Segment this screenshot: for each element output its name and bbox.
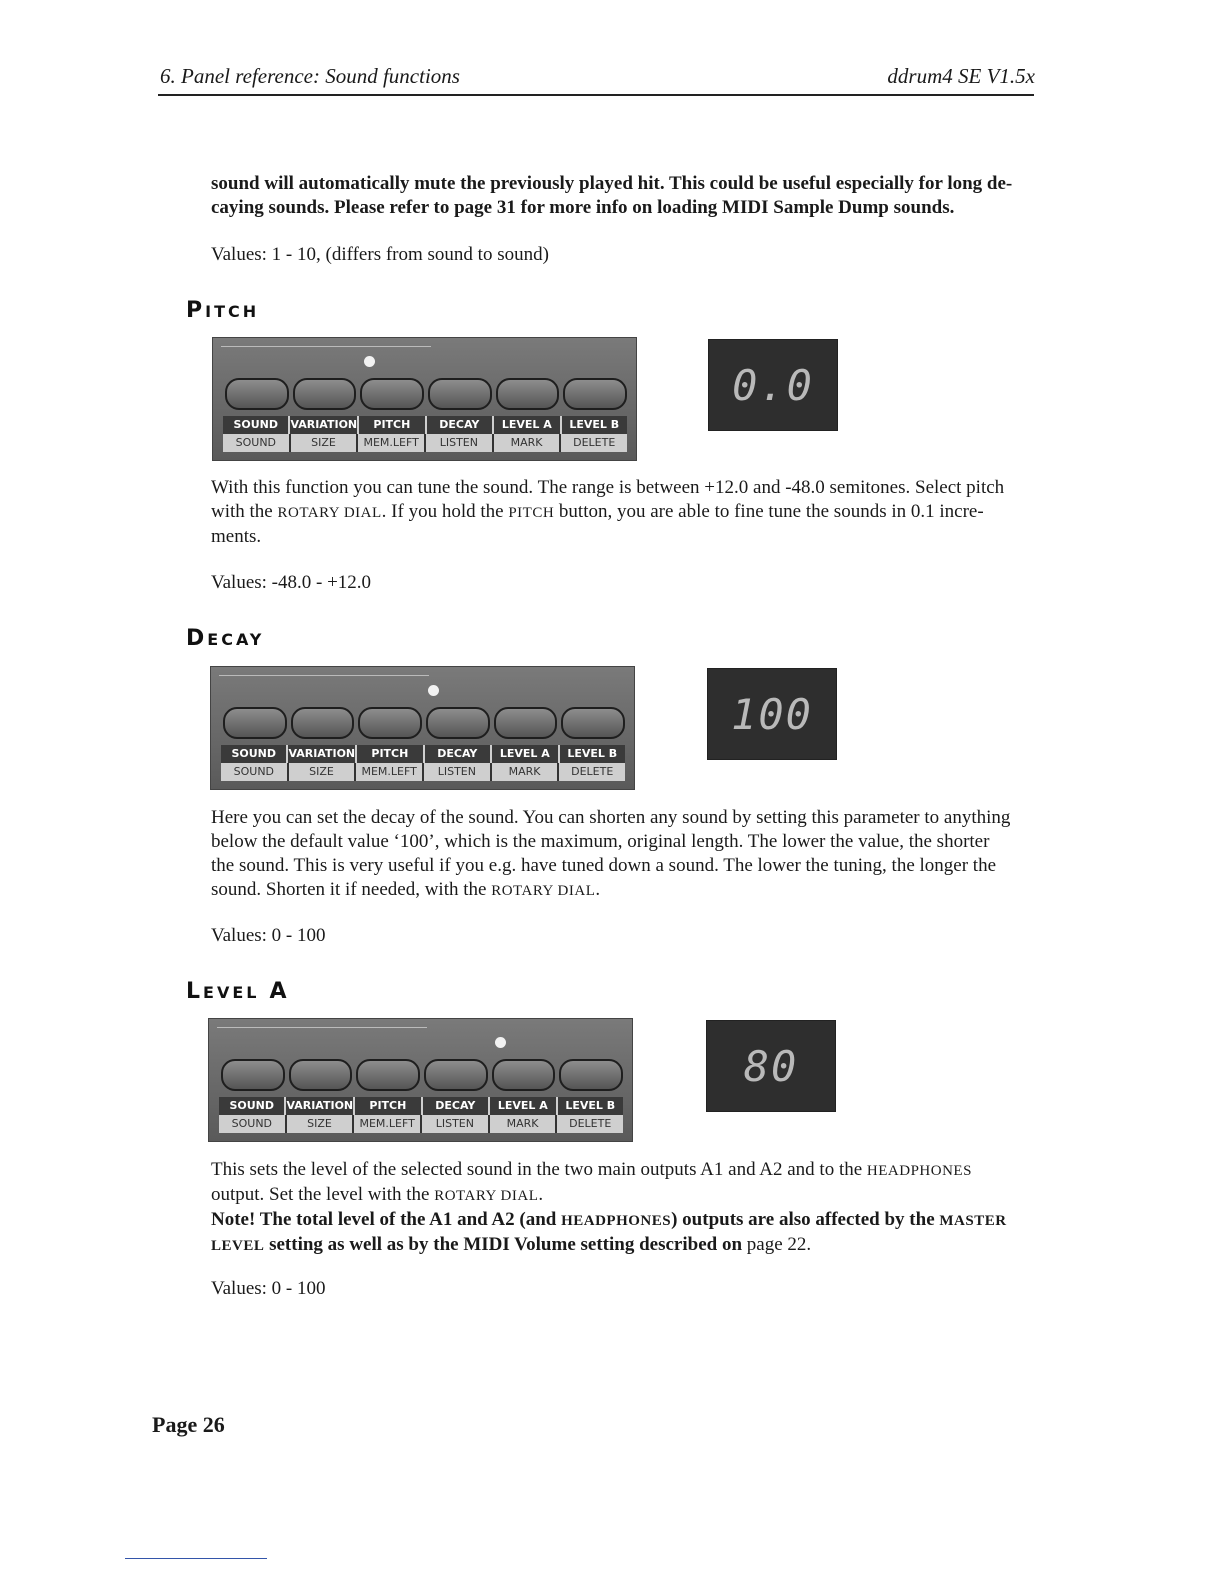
panel-sublabel: MEM.LEFT bbox=[358, 434, 426, 452]
panel-sublabel: MARK bbox=[492, 763, 560, 781]
level-a-note-line-2 bbox=[211, 1233, 1033, 1258]
pitch-panel-image bbox=[212, 337, 637, 461]
level-a-display-value: 80 bbox=[743, 1041, 799, 1091]
panel-sublabel: LISTEN bbox=[424, 763, 492, 781]
panel-button-decay bbox=[428, 378, 492, 410]
level-a-values: Values: 0 - 100 bbox=[211, 1278, 326, 1299]
panel-button-level-a bbox=[492, 1059, 556, 1091]
panel-button-pitch bbox=[356, 1059, 420, 1091]
panel-button-decay bbox=[426, 707, 490, 739]
panel-label: LEVEL B bbox=[567, 747, 618, 760]
header-section-title: 6. Panel reference: Sound functions bbox=[160, 64, 460, 88]
panel-label: LEVEL A bbox=[494, 416, 561, 434]
panel-button-level-a bbox=[494, 707, 558, 739]
level-a-line-2 bbox=[211, 1183, 1033, 1208]
panel-label: VARIATION bbox=[290, 416, 359, 434]
panel-button-row bbox=[225, 378, 627, 408]
level-a-heading-initial: L bbox=[186, 979, 204, 1004]
level-a-paragraph bbox=[211, 1158, 1033, 1258]
level-a-display bbox=[706, 1020, 836, 1112]
decay-display-value: 100 bbox=[731, 689, 813, 739]
panel-sublabel: DELETE bbox=[571, 765, 614, 778]
text-run: output. Set the level with the bbox=[211, 1184, 435, 1205]
panel-button-pitch bbox=[358, 707, 422, 739]
panel-label: VARIATION bbox=[286, 1097, 355, 1115]
panel-label-row-bottom bbox=[221, 763, 625, 781]
decay-line-3: the sound. This is very useful if you e.g. have tuned down a sound. The lower the tuning, the longer the bbox=[211, 855, 997, 876]
panel-label: LEVEL A bbox=[490, 1097, 557, 1115]
panel-button-pitch bbox=[360, 378, 424, 410]
panel-label: DECAY bbox=[425, 745, 492, 763]
panel-button-variation bbox=[291, 707, 355, 739]
text-run: This sets the level of the selected sound in the two main outputs A1 and A2 and to the bbox=[211, 1159, 867, 1180]
panel-sublabel: LISTEN bbox=[422, 1115, 490, 1133]
pitch-heading bbox=[186, 298, 259, 323]
level-a-heading-letter: A bbox=[269, 979, 290, 1004]
text-run: . bbox=[595, 879, 601, 900]
panel-sublabel: SIZE bbox=[287, 1115, 355, 1133]
pitch-paragraph bbox=[211, 476, 1033, 549]
panel-topline bbox=[221, 346, 431, 347]
decay-paragraph bbox=[211, 806, 1033, 903]
panel-sublabel: SOUND bbox=[221, 763, 289, 781]
decay-line-2: below the default value ‘100’, which is the maximum, original length. The lower the value, the shorter bbox=[211, 831, 990, 852]
decay-heading bbox=[186, 626, 264, 651]
text-run: setting as well as by the MIDI Volume setting described on bbox=[264, 1234, 747, 1255]
master-term: MASTER bbox=[939, 1213, 1007, 1229]
panel-sublabel: LISTEN bbox=[426, 434, 494, 452]
panel-label: PITCH bbox=[359, 416, 426, 434]
pitch-line-3: ments. bbox=[211, 526, 262, 547]
level-a-note-line-1 bbox=[211, 1208, 1033, 1233]
panel-label: DECAY bbox=[427, 416, 494, 434]
rotary-dial-term: ROTARY DIAL bbox=[491, 883, 596, 899]
panel-label: DECAY bbox=[423, 1097, 490, 1115]
panel-sublabel: MEM.LEFT bbox=[356, 763, 424, 781]
decay-heading-initial: D bbox=[186, 626, 208, 651]
text-run: Note! The total level of the A1 and A2 (and bbox=[211, 1209, 562, 1230]
panel-label: SOUND bbox=[221, 745, 288, 763]
header-product-title: ddrum4 SE V1.5x bbox=[887, 64, 1035, 88]
panel-sublabel: MARK bbox=[494, 434, 562, 452]
panel-label-row-bottom bbox=[223, 434, 627, 452]
decay-heading-rest: ECAY bbox=[207, 630, 265, 649]
panel-sublabel: SIZE bbox=[289, 763, 357, 781]
panel-button-level-b bbox=[563, 378, 627, 410]
decay-display bbox=[707, 668, 837, 760]
intro-line-1: sound will automatically mute the previously played hit. This could be useful especially for long de- bbox=[211, 173, 1013, 194]
intro-paragraph bbox=[211, 172, 1033, 220]
panel-sublabel: DELETE bbox=[569, 1117, 612, 1130]
text-run: with the bbox=[211, 501, 278, 522]
panel-label: SOUND bbox=[219, 1097, 286, 1115]
decay-values: Values: 0 - 100 bbox=[211, 925, 326, 946]
panel-button-variation bbox=[289, 1059, 353, 1091]
page-reference: page 22. bbox=[746, 1234, 812, 1255]
pitch-line-1: With this function you can tune the sound. The range is between +12.0 and -48.0 semitones. Select pitch bbox=[211, 477, 1005, 498]
panel-topline bbox=[219, 675, 429, 676]
panel-sublabel: MARK bbox=[490, 1115, 558, 1133]
intro-values: Values: 1 - 10, (differs from sound to sound) bbox=[211, 244, 549, 265]
panel-button-level-b bbox=[559, 1059, 623, 1091]
intro-line-2: caying sounds. Please refer to page 31 for more info on loading MIDI Sample Dump sounds. bbox=[211, 197, 955, 218]
panel-button-row bbox=[223, 707, 625, 737]
pitch-led-indicator bbox=[364, 356, 375, 367]
level-a-heading-rest: EVEL bbox=[203, 983, 260, 1002]
panel-label: LEVEL B bbox=[569, 418, 620, 431]
text-run: ) outputs are also affected by the bbox=[671, 1209, 940, 1230]
panel-label: LEVEL A bbox=[492, 745, 559, 763]
decay-line-4 bbox=[211, 878, 1033, 903]
panel-button-sound bbox=[221, 1059, 285, 1091]
decay-line-1: Here you can set the decay of the sound. You can shorten any sound by setting this parameter to anything bbox=[211, 807, 1011, 828]
pitch-values: Values: -48.0 - +12.0 bbox=[211, 572, 372, 593]
level-a-panel-image bbox=[208, 1018, 633, 1142]
panel-button-row bbox=[221, 1059, 623, 1089]
decay-panel-image bbox=[210, 666, 635, 790]
panel-button-level-a bbox=[496, 378, 560, 410]
rotary-dial-term: ROTARY DIAL bbox=[434, 1188, 539, 1204]
header-divider bbox=[158, 94, 1034, 96]
panel-sublabel: SOUND bbox=[219, 1115, 287, 1133]
panel-button-variation bbox=[293, 378, 357, 410]
panel-sublabel: SOUND bbox=[223, 434, 291, 452]
text-run: . bbox=[538, 1184, 544, 1205]
panel-button-decay bbox=[424, 1059, 488, 1091]
footer-rule bbox=[125, 1558, 267, 1559]
panel-label: SOUND bbox=[223, 416, 290, 434]
panel-label: PITCH bbox=[355, 1097, 422, 1115]
text-run: . If you hold the bbox=[381, 501, 509, 522]
panel-topline bbox=[217, 1027, 427, 1028]
panel-sublabel: DELETE bbox=[573, 436, 616, 449]
panel-label: VARIATION bbox=[288, 745, 357, 763]
level-a-led-indicator bbox=[495, 1037, 506, 1048]
pitch-line-2 bbox=[211, 500, 1033, 525]
panel-label-row-top bbox=[223, 416, 627, 434]
panel-label-row-bottom bbox=[219, 1115, 623, 1133]
headphones-term: HEADPHONES bbox=[866, 1163, 972, 1179]
text-run: sound. Shorten it if needed, with the bbox=[211, 879, 492, 900]
level-a-line-1 bbox=[211, 1158, 1033, 1183]
headphones-term: HEADPHONES bbox=[561, 1213, 672, 1229]
panel-label: LEVEL B bbox=[565, 1099, 616, 1112]
panel-sublabel: MEM.LEFT bbox=[354, 1115, 422, 1133]
pitch-term: PITCH bbox=[508, 505, 555, 521]
level-a-heading bbox=[186, 979, 289, 1004]
panel-button-sound bbox=[225, 378, 289, 410]
page-number: Page 26 bbox=[152, 1412, 225, 1437]
pitch-display-value: 0.0 bbox=[732, 360, 814, 410]
decay-led-indicator bbox=[428, 685, 439, 696]
panel-button-level-b bbox=[561, 707, 625, 739]
panel-sublabel: SIZE bbox=[291, 434, 359, 452]
pitch-heading-rest: ITCH bbox=[205, 302, 260, 321]
pitch-display bbox=[708, 339, 838, 431]
panel-label-row-top bbox=[221, 745, 625, 763]
panel-label: PITCH bbox=[357, 745, 424, 763]
panel-label-row-top bbox=[219, 1097, 623, 1115]
rotary-dial-term: ROTARY DIAL bbox=[277, 505, 382, 521]
pitch-heading-initial: P bbox=[186, 298, 206, 323]
text-run: button, you are able to fine tune the sounds in 0.1 incre- bbox=[554, 501, 984, 522]
panel-button-sound bbox=[223, 707, 287, 739]
level-term: LEVEL bbox=[211, 1238, 265, 1254]
